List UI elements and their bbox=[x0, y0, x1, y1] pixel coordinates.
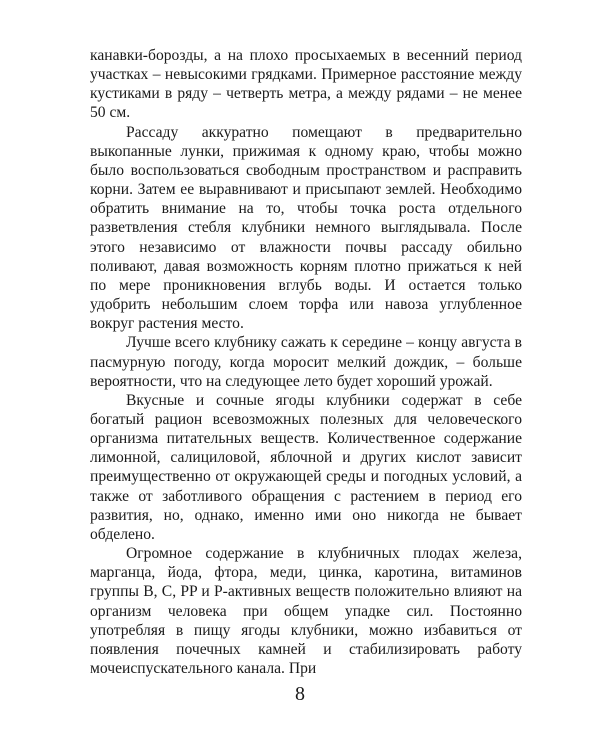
body-text bbox=[90, 46, 522, 678]
page-number: 8 bbox=[295, 683, 305, 705]
paragraph: Лучше всего клубнику сажать к середине – концу августа в пасмурную погоду, когда моросит мелкий дождик, – больше вероятности, что на следующее лето будет хороший урожай. bbox=[90, 334, 522, 390]
paragraph: Огромное содержание в клубничных плодах железа, марганца, йода, фтора, меди, цинка, каротина, витаминов группы B, C, PP и P-активных веществ положительно влияют на организм человека при общем упадке сил. Постоянно употребляя в пищу ягоды клубники, можно избавиться от появления почечных камней и стабилизировать работу мочеиспускательного канала. При bbox=[90, 545, 522, 677]
paragraph: Рассаду аккуратно помещают в предварительно выкопанные лунки, прижимая к одному краю, чтобы можно было воспользоваться свободным пространством и расправить корни. Затем ее выравнивают и присыпают землей. Необходимо обратить внимание на то, чтобы точка роста отдельного разветвления стебля клубники немного выглядывала. После этого независимо от влажности почвы рассаду обильно поливают, давая возможность корням плотно прижаться к ней по мере проникновения вглубь воды. И остается только удобрить небольшим слоем торфа или навоза углубленное вокруг растения место. bbox=[90, 123, 522, 333]
paragraph: канавки-борозды, а на плохо просыхаемых в весенний период участках – невысокими грядками. Примерное расстояние между кустиками в ряду – четверть метра, а между рядами – не менее 50 см. bbox=[90, 47, 522, 122]
paragraph: Вкусные и сочные ягоды клубники содержат в себе богатый рацион всевозможных полезных для человеческого организма питательных веществ. Количественное содержание лимонной, салициловой, яблочной и других кислот зависит преимущественно от окружающей среды и погодных условий, а также от заботливого обращения с растением в период его развития, но, однако, именно ими оно никогда не бывает обделено. bbox=[90, 391, 522, 543]
